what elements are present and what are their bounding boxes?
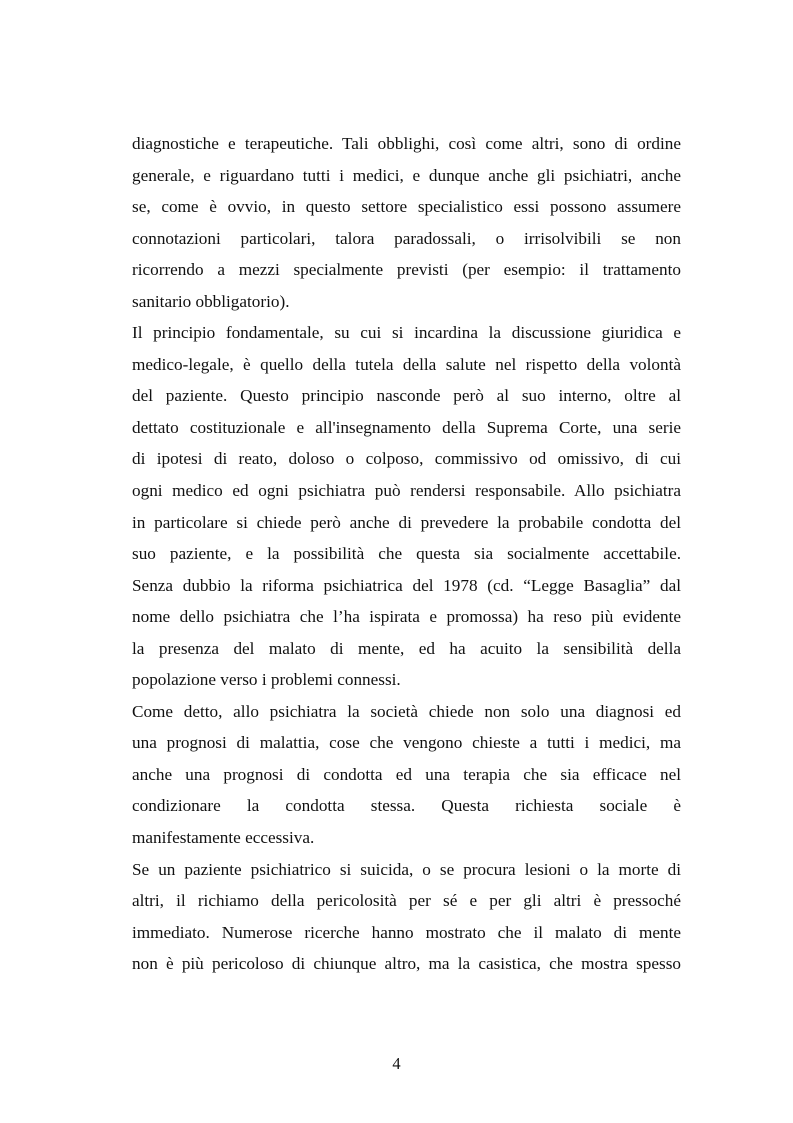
text-line: non è più pericoloso di chiunque altro, ma la casistica, che mostra spesso <box>132 954 681 974</box>
text-line: di ipotesi di reato, doloso o colposo, commissivo od omissivo, di cui <box>132 449 681 469</box>
text-line: connotazioni particolari, talora paradossali, o irrisolvibili se non <box>132 228 681 248</box>
text-line: manifestamente eccessiva. <box>132 828 315 848</box>
text-line: Senza dubbio la riforma psichiatrica del 1978 (cd. “Legge Basaglia” dal <box>132 575 681 595</box>
text-line: Se un paziente psichiatrico si suicida, o se procura lesioni o la morte di <box>132 859 681 879</box>
text-line: generale, e riguardano tutti i medici, e dunque anche gli psichiatri, anche <box>132 165 681 185</box>
text-line: sanitario obbligatorio). <box>132 291 290 311</box>
text-line: una prognosi di malattia, cose che vengono chieste a tutti i medici, ma <box>132 733 681 753</box>
body-text <box>132 128 681 980</box>
text-line: nome dello psichiatra che l’ha ispirata e promossa) ha reso più evidente <box>132 607 681 627</box>
text-line: altri, il richiamo della pericolosità per sé e per gli altri è pressoché <box>132 891 681 911</box>
text-line: la presenza del malato di mente, ed ha acuito la sensibilità della <box>132 638 681 658</box>
text-line: immediato. Numerose ricerche hanno mostrato che il malato di mente <box>132 922 681 942</box>
text-line: se, come è ovvio, in questo settore specialistico essi possono assumere <box>132 197 681 217</box>
text-line: suo paziente, e la possibilità che questa sia socialmente accettabile. <box>132 544 681 564</box>
text-line: Il principio fondamentale, su cui si incardina la discussione giuridica e <box>132 323 681 343</box>
text-line: del paziente. Questo principio nasconde però al suo interno, oltre al <box>132 386 681 406</box>
text-line: diagnostiche e terapeutiche. Tali obblighi, così come altri, sono di ordine <box>132 134 681 153</box>
text-line: medico-legale, è quello della tutela della salute nel rispetto della volontà <box>132 354 681 374</box>
text-line: in particolare si chiede però anche di prevedere la probabile condotta del <box>132 512 681 532</box>
text-line: ricorrendo a mezzi specialmente previsti (per esempio: il trattamento <box>132 260 681 280</box>
text-line: anche una prognosi di condotta ed una terapia che sia efficace nel <box>132 764 681 784</box>
page-number: 4 <box>392 1054 401 1073</box>
text-line: popolazione verso i problemi connessi. <box>132 670 401 690</box>
text-line: Come detto, allo psichiatra la società chiede non solo una diagnosi ed <box>132 701 681 721</box>
text-line: condizionare la condotta stessa. Questa richiesta sociale è <box>132 796 681 816</box>
text-line: dettato costituzionale e all'insegnamento della Suprema Corte, una serie <box>132 417 681 437</box>
text-line: ogni medico ed ogni psichiatra può rendersi responsabile. Allo psichiatra <box>132 481 681 501</box>
